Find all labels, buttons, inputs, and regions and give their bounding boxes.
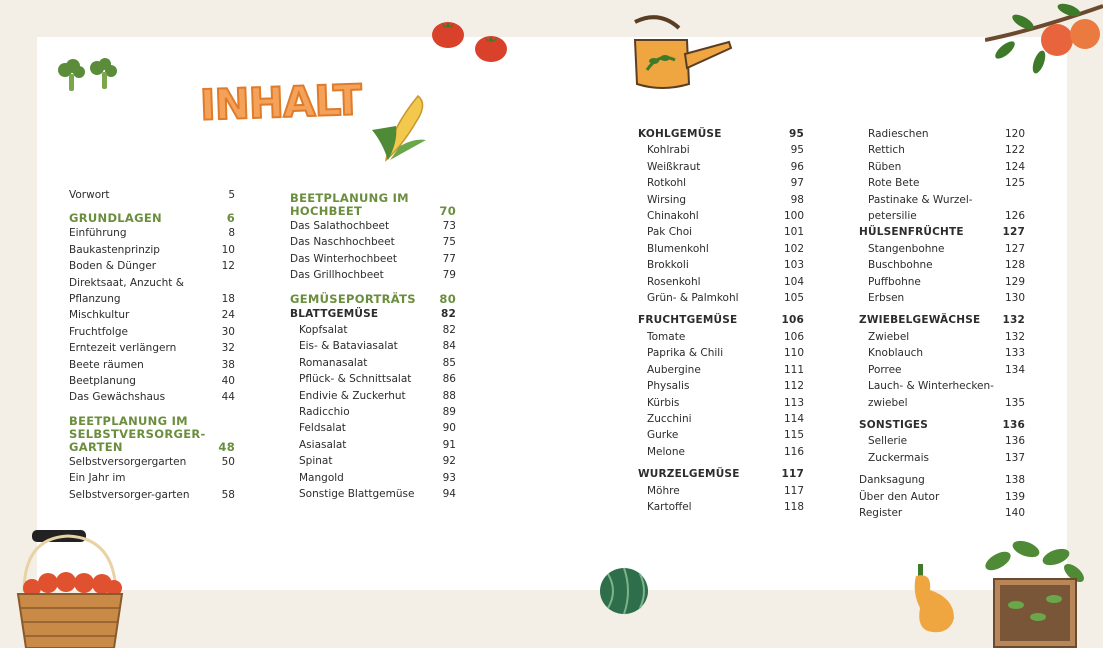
toc-entry [290, 251, 456, 267]
toc-category [859, 417, 1025, 433]
toc-entry-title: ZWIEBELGEWÄCHSE [859, 314, 981, 327]
toc-entry [859, 241, 1025, 257]
toc-entry-title: Spinat [299, 455, 333, 468]
peach-branch-icon [985, 0, 1103, 94]
toc-entry [638, 345, 804, 361]
toc-category [859, 224, 1025, 240]
corn-icon [368, 90, 434, 164]
toc-entry-page: 88 [442, 389, 456, 402]
toc-entry-page: 84 [442, 340, 456, 353]
toc-entry-page: 105 [783, 292, 804, 305]
toc-entry-page: 117 [781, 468, 804, 481]
toc-entry-title: Tomate [647, 330, 686, 343]
toc-entry [859, 433, 1025, 449]
toc-entry [638, 499, 804, 515]
toc-entry-page: 136 [1004, 435, 1025, 448]
toc-entry [638, 159, 804, 175]
toc-entry-title: Rettich [868, 144, 905, 157]
toc-entry-title: BLATTGEMÜSE [290, 307, 379, 320]
toc-entry-title: Radieschen [868, 128, 929, 140]
page-title: INHALT [199, 75, 362, 130]
toc-entry-page: 114 [783, 412, 804, 425]
toc-entry [638, 192, 804, 208]
toc-entry-title: Pak Choi [647, 226, 693, 239]
toc-entry-title: Beetplanung [69, 375, 136, 388]
toc-entry-page: 124 [1004, 160, 1025, 173]
toc-entry [290, 371, 456, 387]
toc-entry-page: 136 [1002, 418, 1025, 431]
toc-entry-title: GEMÜSEPORTRÄTS [290, 291, 416, 306]
toc-entry-page: 40 [221, 375, 235, 388]
toc-entry-page: 116 [783, 445, 804, 458]
toc-category [638, 466, 804, 482]
toc-entry [69, 324, 235, 340]
toc-entry-page: 77 [442, 252, 456, 265]
toc-entry [859, 126, 1025, 142]
toc-entry-title: Rote Bete [868, 177, 920, 190]
toc-entry-page: 110 [783, 347, 804, 360]
toc-section-heading [69, 415, 235, 454]
toc-section-heading [290, 293, 456, 306]
toc-entry [69, 470, 235, 503]
toc-entry [69, 307, 235, 323]
toc-entry [638, 427, 804, 443]
toc-entry-page: 118 [783, 500, 804, 513]
toc-column-4 [859, 126, 1025, 521]
toc-entry-title: Radicchio [299, 406, 350, 419]
toc-entry-title: Erntezeit verlängern [69, 342, 177, 355]
toc-entry-page: 32 [221, 342, 235, 355]
toc-entry [290, 437, 456, 453]
toc-entry-page: 89 [442, 406, 456, 419]
toc-entry-page: 70 [439, 204, 456, 218]
toc-entry-title: Einführung [69, 227, 127, 240]
toc-entry-page: 48 [218, 439, 235, 454]
toc-entry-page: 82 [440, 307, 456, 320]
toc-entry [859, 472, 1025, 488]
toc-category [638, 126, 804, 142]
toc-entry [290, 234, 456, 250]
toc-entry-title: Melone [647, 445, 685, 458]
toc-entry [638, 224, 804, 240]
toc-entry-page: 91 [442, 438, 456, 451]
toc-entry [638, 411, 804, 427]
toc-entry-page: 85 [442, 356, 456, 369]
toc-entry [290, 355, 456, 371]
toc-entry-page: 115 [783, 429, 804, 442]
toc-entry-page: 30 [221, 325, 235, 338]
toc-entry-page: 58 [221, 488, 235, 501]
toc-entry [69, 389, 235, 405]
toc-entry-title: Register [859, 506, 903, 519]
toc-entry [638, 175, 804, 191]
toc-entry [638, 444, 804, 460]
toc-entry [290, 404, 456, 420]
toc-entry-page: 5 [228, 189, 235, 201]
toc-entry [638, 274, 804, 290]
toc-entry-title: Das Winterhochbeet [290, 252, 397, 265]
toc-entry-page: 129 [1004, 275, 1025, 288]
toc-entry-page: 73 [442, 220, 456, 232]
toc-entry-title: Aubergine [647, 363, 701, 376]
toc-entry-page: 117 [783, 484, 804, 497]
toc-entry [859, 345, 1025, 361]
toc-category [859, 312, 1025, 328]
toc-entry-title: Selbstversorgergarten [69, 455, 187, 468]
toc-entry-page: 12 [221, 260, 235, 273]
toc-entry-page: 38 [221, 358, 235, 371]
toc-entry-page: 82 [442, 324, 456, 337]
toc-entry-page: 139 [1004, 490, 1025, 503]
toc-entry [859, 257, 1025, 273]
toc-entry-page: 127 [1004, 242, 1025, 255]
toc-entry-page: 8 [228, 227, 235, 240]
toc-entry-page: 24 [221, 309, 235, 322]
toc-entry [69, 275, 235, 308]
toc-entry-page: 113 [783, 396, 804, 409]
watering-can-icon [627, 14, 737, 90]
toc-entry-title: Fruchtfolge [69, 325, 128, 338]
toc-entry-page: 132 [1002, 314, 1025, 327]
toc-entry-page: 128 [1004, 259, 1025, 272]
toc-entry-page: 86 [442, 373, 456, 386]
toc-entry [290, 453, 456, 469]
toc-entry-page: 100 [783, 210, 804, 223]
toc-column-3 [638, 126, 804, 515]
toc-entry [859, 274, 1025, 290]
toc-entry-page: 94 [442, 488, 456, 501]
toc-entry [69, 187, 235, 203]
toc-entry-title: Beete räumen [69, 358, 144, 371]
toc-entry [69, 258, 235, 274]
toc-entry-title: Stangenbohne [868, 242, 945, 255]
toc-entry-page: 98 [790, 193, 804, 206]
toc-entry-title: Erbsen [868, 292, 905, 305]
toc-entry [69, 373, 235, 389]
toc-entry-page: 126 [1004, 210, 1025, 223]
toc-entry-title: Boden & Dünger [69, 260, 157, 273]
toc-entry-page: 80 [439, 291, 456, 306]
toc-entry [290, 420, 456, 436]
toc-entry-title: Mischkultur [69, 309, 130, 322]
toc-section-heading [69, 212, 235, 225]
toc-entry-title: Asiasalat [299, 438, 347, 451]
toc-entry-title: Danksagung [859, 474, 925, 487]
toc-entry-title: Pflück- & Schnittsalat [299, 373, 412, 386]
toc-entry [290, 218, 456, 234]
toc-entry [638, 142, 804, 158]
toc-entry-page: 106 [781, 314, 804, 327]
toc-entry-title: Kürbis [647, 396, 680, 409]
toc-entry-title: Lauch- & Winterhecken-zwiebel [868, 380, 994, 409]
toc-entry-title: Kopfsalat [299, 324, 348, 337]
toc-entry-page: 138 [1004, 474, 1025, 487]
toc-entry [69, 357, 235, 373]
toc-entry [638, 257, 804, 273]
toc-entry [290, 486, 456, 502]
toc-entry-page: 120 [1004, 128, 1025, 140]
toc-entry-title: Vorwort [69, 189, 110, 201]
toc-entry-title: FRUCHTGEMÜSE [638, 314, 738, 327]
toc-entry [859, 142, 1025, 158]
toc-entry [859, 290, 1025, 306]
toc-column-1 [69, 187, 235, 503]
toc-entry [859, 378, 1025, 411]
toc-entry-page: 90 [442, 422, 456, 435]
toc-category [290, 306, 456, 322]
toc-entry [290, 470, 456, 486]
toc-entry-title: Romanasalat [299, 356, 368, 369]
toc-entry-title: GRUNDLAGEN [69, 211, 162, 226]
raised-bed-icon [976, 535, 1088, 648]
toc-entry [290, 322, 456, 338]
toc-entry-page: 130 [1004, 292, 1025, 305]
toc-entry-page: 93 [442, 471, 456, 484]
toc-entry-title: WURZELGEMÜSE [638, 468, 740, 481]
toc-entry-title: Blumenkohl [647, 242, 709, 255]
toc-entry-title: Direktsaat, Anzucht & Pflanzung [69, 276, 184, 306]
toc-entry-title: HÜLSENFRÜCHTE [859, 226, 964, 239]
toc-entry-page: 50 [221, 455, 235, 468]
toc-entry [638, 378, 804, 394]
toc-entry-title: Pastinake & Wurzel-petersilie [868, 193, 973, 223]
toc-entry-page: 132 [1004, 330, 1025, 343]
toc-entry-page: 6 [226, 211, 235, 226]
toc-entry-page: 92 [442, 455, 456, 468]
toc-entry [290, 267, 456, 283]
toc-entry-page: 10 [221, 243, 235, 256]
toc-entry-title: Weißkraut [647, 160, 701, 173]
toc-entry-title: Endivie & Zuckerhut [299, 389, 406, 402]
toc-entry [859, 489, 1025, 505]
toc-entry-page: 95 [788, 128, 804, 140]
toc-entry-title: Ein Jahr im Selbstversorger-garten [69, 472, 190, 501]
toc-entry [638, 290, 804, 306]
toc-entry-title: Sellerie [868, 435, 908, 448]
toc-entry [638, 329, 804, 345]
toc-entry-title: Buschbohne [868, 259, 933, 272]
toc-entry-title: Knoblauch [868, 347, 924, 360]
toc-entry [69, 340, 235, 356]
toc-entry-title: Mangold [299, 471, 344, 484]
toc-entry-title: BEETPLANUNG IM HOCHBEET [290, 191, 409, 218]
toc-entry-page: 106 [783, 330, 804, 343]
toc-entry-title: Puffbohne [868, 275, 921, 288]
toc-entry-title: Brokkoli [647, 259, 689, 272]
toc-entry [859, 175, 1025, 191]
toc-entry-page: 44 [221, 391, 235, 404]
toc-entry-title: Kartoffel [647, 500, 692, 513]
toc-entry-page: 135 [1004, 396, 1025, 409]
toc-entry [69, 454, 235, 470]
toc-entry-title: BEETPLANUNG IM SELBSTVERSORGER-GARTEN [69, 413, 206, 454]
toc-entry-page: 79 [442, 269, 456, 282]
toc-entry [859, 329, 1025, 345]
toc-entry [859, 450, 1025, 466]
toc-entry-page: 112 [783, 380, 804, 393]
toc-entry-title: Zucchini [647, 412, 692, 425]
toc-entry-page: 96 [790, 160, 804, 173]
toc-entry-title: Eis- & Bataviasalat [299, 340, 398, 353]
squash-icon [910, 562, 964, 634]
toc-entry-title: KOHLGEMÜSE [638, 128, 722, 140]
toc-entry-title: Rosenkohl [647, 275, 701, 288]
toc-entry-title: Das Grillhochbeet [290, 269, 384, 282]
toc-entry-page: 125 [1004, 177, 1025, 190]
toc-entry-page: 95 [790, 144, 804, 157]
broccoli-icon [55, 58, 121, 94]
toc-entry-title: Rotkohl [647, 177, 687, 190]
toc-entry-title: Das Gewächshaus [69, 391, 166, 404]
toc-entry [290, 338, 456, 354]
toc-entry-page: 102 [783, 242, 804, 255]
toc-section-heading [290, 192, 456, 218]
toc-entry-page: 134 [1004, 363, 1025, 376]
toc-entry-page: 18 [221, 293, 235, 306]
toc-entry-title: Das Naschhochbeet [290, 236, 395, 249]
toc-entry [638, 362, 804, 378]
toc-entry [859, 192, 1025, 225]
toc-entry-page: 111 [783, 363, 804, 376]
toc-entry-page: 104 [783, 275, 804, 288]
toc-entry-title: Zwiebel [868, 330, 910, 343]
toc-entry [638, 483, 804, 499]
toc-entry-page: 103 [783, 259, 804, 272]
toc-entry-title: Über den Autor [859, 490, 940, 503]
toc-entry-title: Physalis [647, 380, 690, 393]
toc-entry-title: Chinakohl [647, 210, 699, 223]
toc-entry-page: 101 [783, 226, 804, 239]
toc-entry [638, 208, 804, 224]
toc-category [638, 312, 804, 328]
toc-entry [859, 159, 1025, 175]
toc-entry-title: SONSTIGES [859, 418, 929, 431]
toc-entry [638, 241, 804, 257]
toc-entry-title: Grün- & Palmkohl [647, 292, 739, 305]
toc-entry-title: Sonstige Blattgemüse [299, 488, 415, 501]
toc-entry [859, 362, 1025, 378]
toc-entry-page: 122 [1004, 144, 1025, 157]
basket-icon [10, 528, 130, 648]
toc-entry [69, 225, 235, 241]
tomato-icon [431, 16, 511, 64]
toc-entry [638, 395, 804, 411]
toc-column-2 [290, 192, 456, 503]
toc-entry-title: Rüben [868, 160, 902, 173]
toc-entry-title: Möhre [647, 484, 680, 497]
toc-entry-page: 127 [1002, 226, 1025, 239]
toc-entry-title: Feldsalat [299, 422, 346, 435]
toc-entry-title: Paprika & Chili [647, 347, 724, 360]
toc-entry-page: 97 [790, 177, 804, 190]
toc-entry-title: Zuckermais [868, 451, 929, 464]
toc-entry-page: 133 [1004, 347, 1025, 360]
toc-entry [290, 388, 456, 404]
toc-entry-title: Baukastenprinzip [69, 243, 160, 256]
toc-entry-page: 137 [1004, 451, 1025, 464]
toc-entry-title: Gurke [647, 429, 679, 442]
toc-entry-title: Wirsing [647, 193, 687, 206]
toc-entry-page: 75 [442, 236, 456, 249]
toc-entry-title: Das Salathochbeet [290, 220, 390, 232]
toc-entry [69, 242, 235, 258]
watermelon-icon [598, 566, 650, 616]
toc-entry-title: Kohlrabi [647, 144, 690, 157]
toc-entry-title: Porree [868, 363, 902, 376]
toc-entry-page: 140 [1004, 506, 1025, 519]
toc-entry [859, 505, 1025, 521]
